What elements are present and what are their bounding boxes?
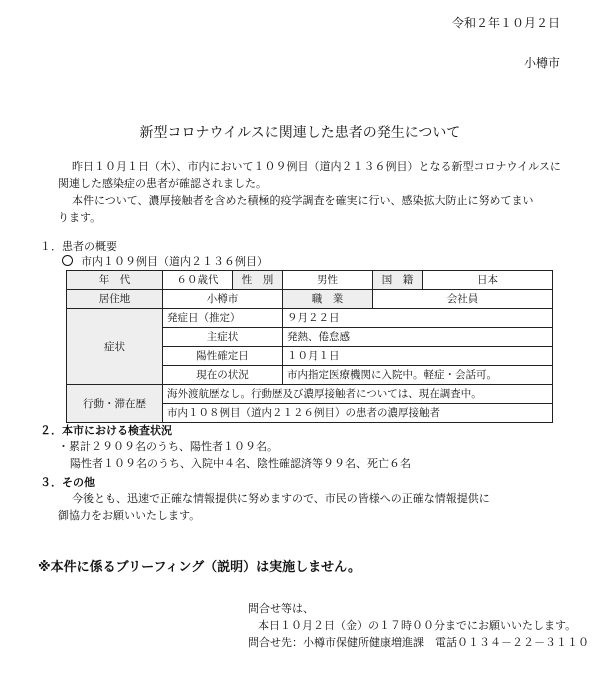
- behavior-label: 行動・滞在歴: [67, 385, 163, 423]
- status-label: 現在の状況: [163, 366, 283, 385]
- nationality-label: 国 籍: [373, 271, 423, 290]
- intro-line-4: ります。: [58, 211, 102, 224]
- positive-date-value: １０月１日: [283, 347, 553, 366]
- intro-line-1: 昨日１０月１日（木）、市内において１０９例目（道内２１３６例目）となる新型コロナウイルスに: [72, 160, 561, 173]
- table-row: [67, 290, 553, 309]
- document-date: 令和２年１０月２日: [451, 16, 560, 30]
- section-1-heading: １．患者の概要: [40, 240, 117, 253]
- intro-line-2: 関連した感染症の患者が確認されました。: [58, 177, 267, 190]
- contact-info: 問合せ先：小樽市保健所健康増進課 電話０１３４－２２－３１１０: [248, 636, 589, 649]
- sex-label: 性 別: [233, 271, 283, 290]
- patient-summary-table: [66, 270, 553, 423]
- table-row: [67, 271, 553, 290]
- behavior-line-2: 市内１０８例目（道内２１２６例目）の患者の濃厚接触者: [163, 404, 553, 423]
- other-line-2: 御協力をお願いいたします。: [58, 509, 201, 522]
- symptoms-label: 症状: [67, 309, 163, 385]
- nationality-value: 日本: [423, 271, 553, 290]
- issuer-city: 小樽市: [523, 56, 560, 70]
- table-row: [67, 385, 553, 404]
- contact-deadline: 本日１０月２日（金）の１７時００分までにお願いいたします。: [258, 619, 577, 632]
- onset-label: 発症日（推定）: [163, 309, 283, 328]
- positive-date-label: 陽性確定日: [163, 347, 283, 366]
- test-total-line: ・累計２９０９名のうち、陽性者１０９名。: [58, 440, 278, 453]
- contact-heading: 問合せ等は、: [248, 602, 314, 615]
- circle-bullet-icon: [62, 255, 73, 266]
- test-breakdown-line: 陽性者１０９名のうち、入院中４名、陰性確認済等９９名、死亡６名: [70, 457, 411, 470]
- onset-value: ９月２２日: [283, 309, 553, 328]
- case-label-text: 市内１０９例目（道内２１３６例目）: [81, 255, 268, 268]
- table-row: [67, 309, 553, 328]
- briefing-notice: ※本件に係るブリーフィング（説明）は実施しません。: [38, 560, 361, 575]
- job-value: 会社員: [373, 290, 553, 309]
- sex-value: 男性: [283, 271, 373, 290]
- main-symptom-label: 主症状: [163, 328, 283, 347]
- residence-value: 小樽市: [163, 290, 283, 309]
- intro-line-3: 本件について、濃厚接触者を含めた積極的疫学調査を確実に行い、感染拡大防止に努めてまい: [72, 194, 534, 207]
- age-value: ６０歳代: [163, 271, 233, 290]
- job-label: 職 業: [283, 290, 373, 309]
- age-label: 年 代: [67, 271, 163, 290]
- case-label: [62, 253, 268, 269]
- document-title: 新型コロナウイルスに関連した患者の発生について: [139, 125, 461, 141]
- other-line-1: 今後とも、迅速で正確な情報提供に努めますので、市民の皆様への正確な情報提供に: [72, 492, 490, 505]
- main-symptom-value: 発熱、倦怠感: [283, 328, 553, 347]
- residence-label: 居住地: [67, 290, 163, 309]
- behavior-line-1: 海外渡航歴なし。行動歴及び濃厚接触者については、現在調査中。: [163, 385, 553, 404]
- section-3-heading: ３．その他: [40, 476, 95, 489]
- section-2-heading: ２．本市における検査状況: [40, 424, 172, 437]
- status-value: 市内指定医療機関に入院中。軽症・会話可。: [283, 366, 553, 385]
